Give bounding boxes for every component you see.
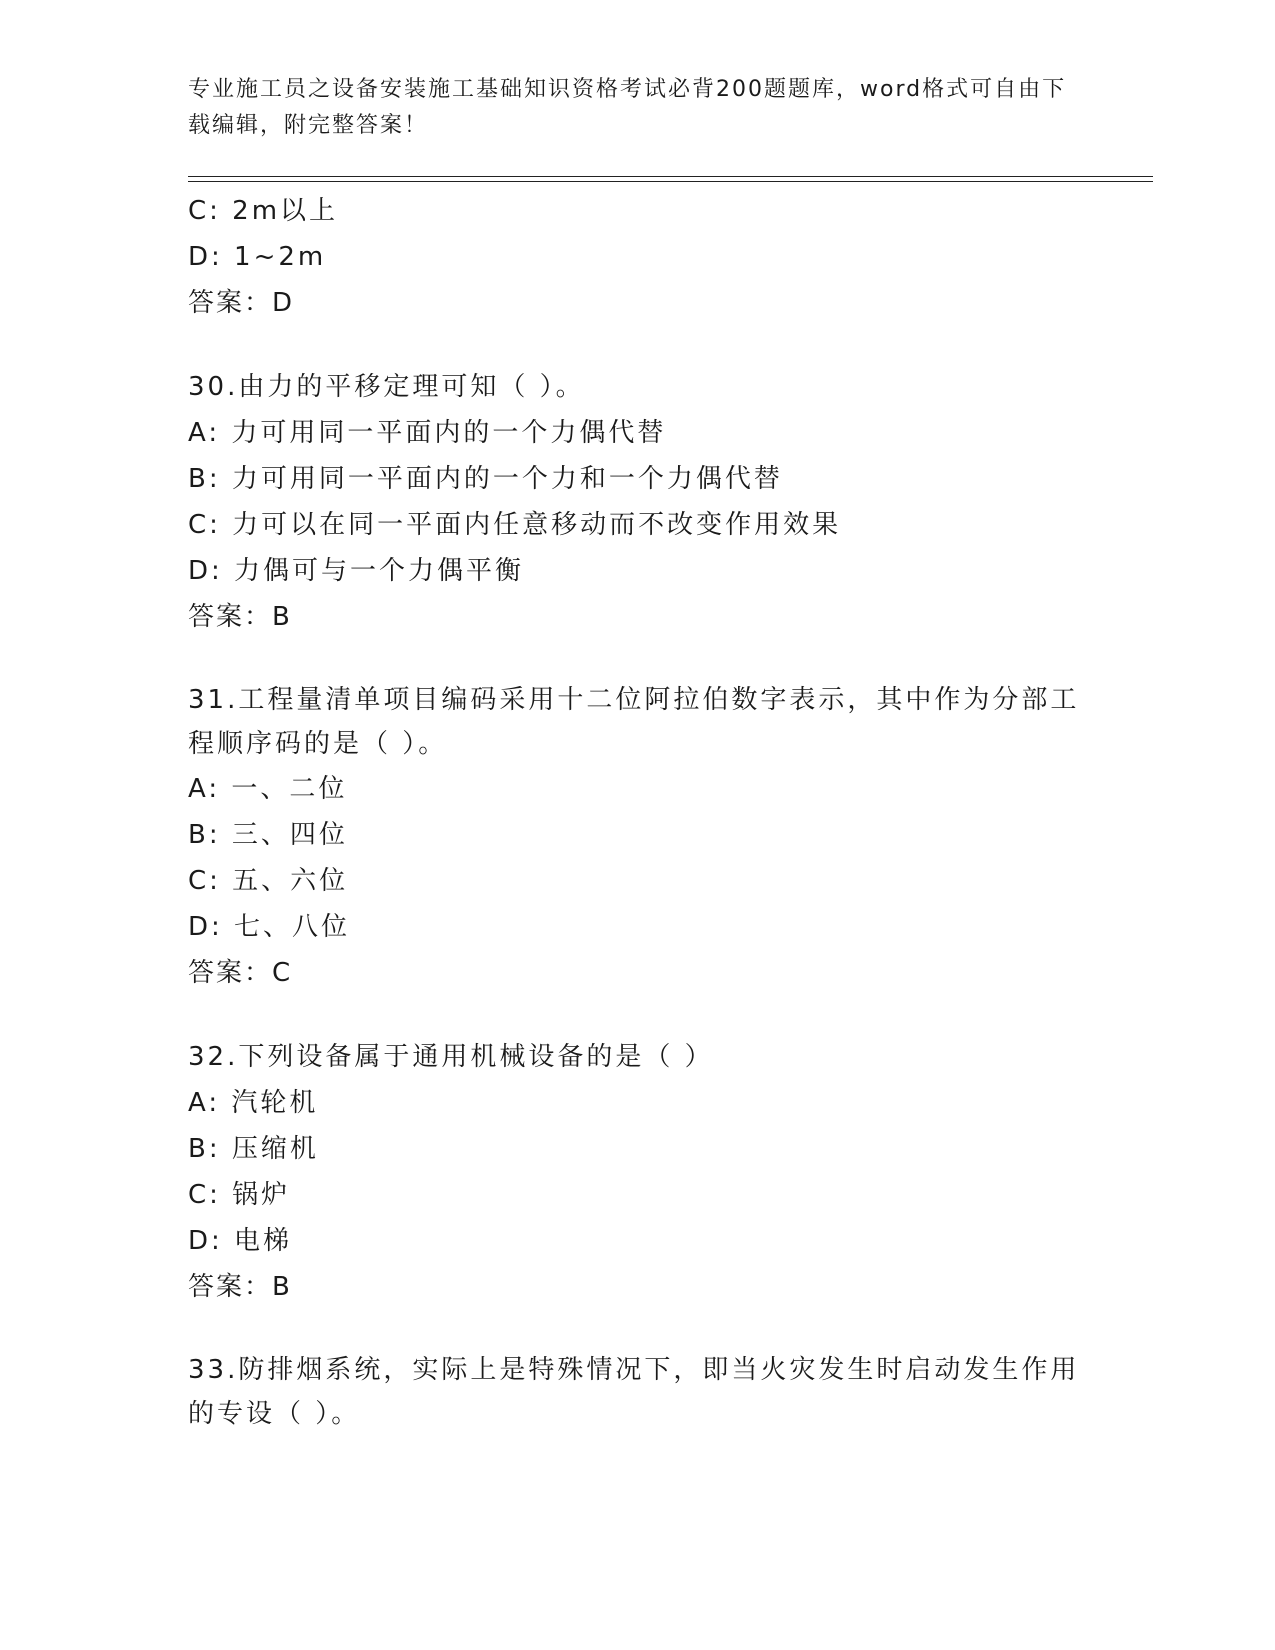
question-block-partial (188, 188, 1088, 326)
question-block-33 (188, 1348, 1088, 1436)
option-a: A: 汽轮机 (188, 1088, 319, 1118)
option-c: C: 锅炉 (188, 1180, 291, 1210)
option-d: D: 电梯 (188, 1226, 293, 1256)
answer-line: 答案：C (188, 958, 293, 988)
option-b: B: 三、四位 (188, 820, 348, 850)
option-a: A: 一、二位 (188, 774, 348, 804)
option-d: D: 1~2m (188, 242, 327, 272)
question-stem: 30.由力的平移定理可知（ ）。 (188, 372, 585, 402)
question-list (188, 188, 1088, 1436)
question-stem: 32.下列设备属于通用机械设备的是（ ） (188, 1042, 714, 1072)
option-b: B: 压缩机 (188, 1134, 319, 1164)
option-b: B: 力可用同一平面内的一个力和一个力偶代替 (188, 464, 783, 494)
option-a: A: 力可用同一平面内的一个力偶代替 (188, 418, 667, 448)
question-block-32 (188, 1034, 1088, 1310)
option-d: D: 力偶可与一个力偶平衡 (188, 556, 525, 586)
header-divider-bottom (188, 181, 1153, 182)
question-stem: 31.工程量清单项目编码采用十二位阿拉伯数字表示，其中作为分部工程顺序码的是（ ）。 (188, 685, 1080, 759)
question-stem: 33.防排烟系统，实际上是特殊情况下，即当火灾发生时启动发生作用的专设（ ）。 (188, 1355, 1080, 1429)
question-block-30 (188, 364, 1088, 640)
answer-line: 答案：D (188, 288, 295, 318)
question-block-31 (188, 678, 1088, 996)
option-c: C: 五、六位 (188, 866, 349, 896)
header-divider-top (188, 176, 1153, 177)
option-c: C: 力可以在同一平面内任意移动而不改变作用效果 (188, 510, 842, 540)
answer-line: 答案：B (188, 602, 292, 632)
answer-line: 答案：B (188, 1272, 292, 1302)
option-c: C: 2m以上 (188, 196, 339, 226)
document-header-title: 专业施工员之设备安装施工基础知识资格考试必背200题题库，word格式可自由下载编辑，附完整答案！ (188, 77, 1067, 138)
option-d: D: 七、八位 (188, 912, 351, 942)
